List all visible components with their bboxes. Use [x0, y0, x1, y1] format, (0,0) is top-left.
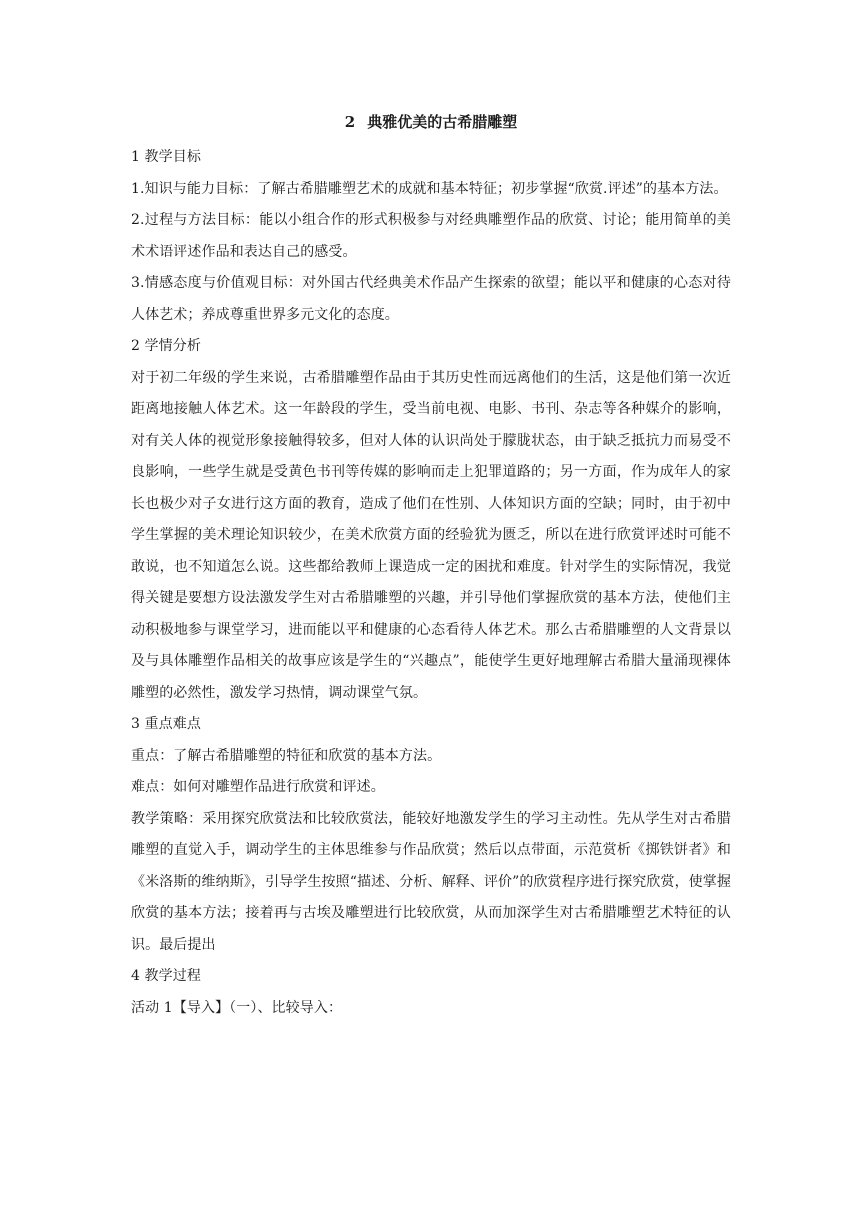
document-title [131, 110, 731, 134]
title-number: 2 [344, 113, 356, 131]
activity-1: 活动 1【导入】（一）、比较导入： [131, 999, 343, 1016]
goal-knowledge: 1.知识与能力目标：了解古希腊雕塑艺术的成就和基本特征；初步掌握“欣赏.评述”的基本方法。 [131, 180, 728, 197]
heading-student-analysis: 2 学情分析 [131, 338, 201, 354]
student-analysis-body: 对于初二年级的学生来说，古希腊雕塑作品由于其历史性而远离他们的生活，这是他们第一次近距离地接触人体艺术。这一年龄段的学生，受当前电视、电影、书刊、杂志等各种媒介的影响，对有关人体的视觉形象接触得较多，但对人体的认识尚处于朦胧状态，由于缺乏抵抗力而易受不良影响，一些学生就是受黄色书刊等传媒的影响而走上犯罪道路的；另一方面，作为成年人的家长也极少对子女进行这方面的教育，造成了他们在性别、人体知识方面的空缺；同时，由于初中学生掌握的美术理论知识较少，在美术欣赏方面的经验犹为匮乏，所以在进行欣赏评述时可能不敢说，也不知道怎么说。这些都给教师上课造成一定的困扰和难度。针对学生的实际情况，我觉得关键是要想方设法激发学生对古希腊雕塑的兴趣，并引导他们掌握欣赏的基本方法，使他们主动积极地参与课堂学习，进而能以平和健康的心态看待人体艺术。那么古希腊雕塑的人文背景以及与具体雕塑作品相关的故事应该是学生的“兴趣点”，能使学生更好地理解古希腊大量涌现裸体雕塑的必然性，激发学习热情，调动课堂气氛。 [131, 369, 731, 701]
heading-teaching-goals: 1 教学目标 [131, 149, 201, 165]
goal-emotion: 3.情感态度与价值观目标：对外国古代经典美术作品产生探索的欲望；能以平和健康的心态对待人体艺术；养成尊重世界多元文化的态度。 [131, 275, 731, 323]
heading-teaching-process: 4 教学过程 [131, 968, 201, 984]
heading-key-difficult-points: 3 重点难点 [131, 716, 201, 732]
teaching-strategy: 教学策略：采用探究欣赏法和比较欣赏法，能较好地激发学生的学习主动性。先从学生对古希腊雕塑的直觉入手，调动学生的主体思维参与作品欣赏；然后以点带面，示范赏析《掷铁饼者》和《米洛斯的维纳斯》，引导学生按照“描述、分析、解释、评价”的欣赏程序进行探究欣赏，使掌握欣赏的基本方法；接着再与古埃及雕塑进行比较欣赏，从而加深学生对古希腊雕塑艺术特征的认识。最后提出 [131, 810, 731, 953]
title-text: 典雅优美的古希腊雕塑 [367, 113, 518, 131]
difficult-point: 难点：如何对雕塑作品进行欣赏和评述。 [131, 779, 385, 795]
goal-process: 2.过程与方法目标：能以小组合作的形式积极参与对经典雕塑作品的欣赏、讨论；能用简单的美术术语评述作品和表达自己的感受。 [131, 212, 731, 260]
document-page [131, 110, 731, 1024]
key-point: 重点：了解古希腊雕塑的特征和欣赏的基本方法。 [131, 747, 442, 764]
